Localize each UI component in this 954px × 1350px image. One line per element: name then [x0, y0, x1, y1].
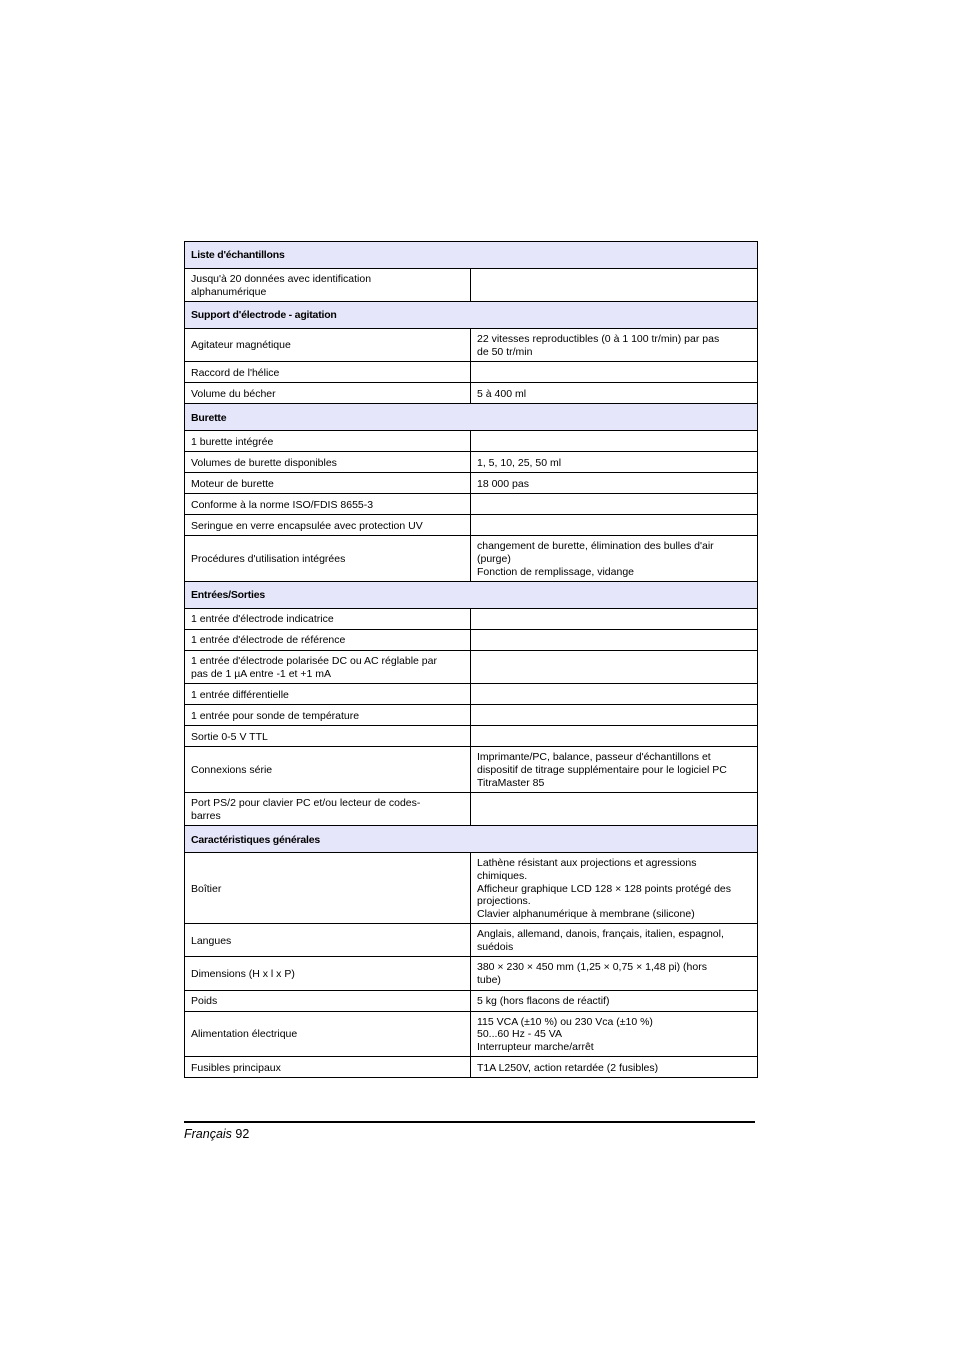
spec-row — [185, 684, 758, 705]
spec-row — [185, 269, 758, 302]
spec-value-cell — [471, 515, 758, 536]
spec-row — [185, 1011, 758, 1057]
section-title: Caractéristiques générales — [185, 826, 758, 853]
spec-row — [185, 630, 758, 651]
spec-value-cell: 22 vitesses reproductibles (0 à 1 100 tr/min) par pas de 50 tr/min — [471, 329, 758, 362]
spec-value-cell — [471, 362, 758, 383]
spec-row — [185, 705, 758, 726]
spec-row — [185, 957, 758, 990]
spec-label-cell: Raccord de l'hélice — [185, 362, 471, 383]
spec-label-cell: Moteur de burette — [185, 473, 471, 494]
spec-value-cell — [471, 609, 758, 630]
spec-value-cell — [471, 431, 758, 452]
spec-label-cell: Boîtier — [185, 853, 471, 924]
spec-label-cell: Sortie 0-5 V TTL — [185, 726, 471, 747]
footer-page-number: 92 — [235, 1127, 250, 1141]
specifications-table-body — [185, 242, 758, 1078]
page-footer — [184, 1127, 249, 1142]
spec-row — [185, 473, 758, 494]
spec-value-cell — [471, 630, 758, 651]
spec-value-cell — [471, 705, 758, 726]
spec-value-cell: changement de burette, élimination des bulles d'air (purge) Fonction de remplissage, vidange — [471, 536, 758, 582]
spec-label-cell: Dimensions (H x l x P) — [185, 957, 471, 990]
spec-row — [185, 515, 758, 536]
spec-label-cell: 1 entrée d'électrode de référence — [185, 630, 471, 651]
spec-value-cell: 18 000 pas — [471, 473, 758, 494]
spec-value-cell: T1A L250V, action retardée (2 fusibles) — [471, 1057, 758, 1078]
spec-value-cell: 380 × 230 × 450 mm (1,25 × 0,75 × 1,48 pi) (hors tube) — [471, 957, 758, 990]
spec-row — [185, 747, 758, 793]
section-title: Liste d'échantillons — [185, 242, 758, 269]
spec-label-cell: Connexions série — [185, 747, 471, 793]
spec-label-cell: Volumes de burette disponibles — [185, 452, 471, 473]
spec-value-cell: Anglais, allemand, danois, français, italien, espagnol, suédois — [471, 924, 758, 957]
section-header-row — [185, 302, 758, 329]
specifications-table — [184, 241, 758, 1078]
section-header-row — [185, 404, 758, 431]
spec-label-cell: Langues — [185, 924, 471, 957]
spec-value-cell — [471, 726, 758, 747]
spec-label-cell: 1 entrée différentielle — [185, 684, 471, 705]
spec-row — [185, 431, 758, 452]
spec-label-cell: Conforme à la norme ISO/FDIS 8655-3 — [185, 494, 471, 515]
spec-row — [185, 990, 758, 1011]
spec-row — [185, 924, 758, 957]
spec-label-cell: Volume du bécher — [185, 383, 471, 404]
spec-row — [185, 609, 758, 630]
spec-label-cell: 1 entrée d'électrode polarisée DC ou AC réglable par pas de 1 µA entre -1 et +1 mA — [185, 651, 471, 684]
spec-value-cell: 1, 5, 10, 25, 50 ml — [471, 452, 758, 473]
footer-rule — [184, 1121, 755, 1123]
section-header-row — [185, 242, 758, 269]
footer-language: Français — [184, 1127, 232, 1141]
section-title: Support d'électrode - agitation — [185, 302, 758, 329]
spec-value-cell: Lathène résistant aux projections et agressions chimiques. Afficheur graphique LCD 128 × 128 points protégé des projections. Clavier alphanumérique à membrane (silicone) — [471, 853, 758, 924]
spec-row — [185, 536, 758, 582]
spec-value-cell — [471, 269, 758, 302]
spec-value-cell: 5 à 400 ml — [471, 383, 758, 404]
spec-label-cell: Port PS/2 pour clavier PC et/ou lecteur de codes- barres — [185, 793, 471, 826]
spec-label-cell: Alimentation électrique — [185, 1011, 471, 1057]
spec-row — [185, 383, 758, 404]
spec-value-cell — [471, 793, 758, 826]
spec-label-cell: 1 burette intégrée — [185, 431, 471, 452]
section-header-row — [185, 826, 758, 853]
spec-label-cell: Seringue en verre encapsulée avec protection UV — [185, 515, 471, 536]
spec-row — [185, 853, 758, 924]
spec-row — [185, 452, 758, 473]
spec-label-cell: Procédures d'utilisation intégrées — [185, 536, 471, 582]
spec-label-cell: Agitateur magnétique — [185, 329, 471, 362]
spec-row — [185, 793, 758, 826]
spec-label-cell: 1 entrée d'électrode indicatrice — [185, 609, 471, 630]
spec-row — [185, 494, 758, 515]
spec-label-cell: 1 entrée pour sonde de température — [185, 705, 471, 726]
spec-value-cell — [471, 684, 758, 705]
spec-label-cell: Poids — [185, 990, 471, 1011]
spec-row — [185, 651, 758, 684]
spec-row — [185, 329, 758, 362]
spec-value-cell — [471, 494, 758, 515]
spec-value-cell: 5 kg (hors flacons de réactif) — [471, 990, 758, 1011]
section-title: Entrées/Sorties — [185, 582, 758, 609]
section-header-row — [185, 582, 758, 609]
spec-label-cell: Fusibles principaux — [185, 1057, 471, 1078]
spec-row — [185, 1057, 758, 1078]
spec-value-cell: Imprimante/PC, balance, passeur d'échantillons et dispositif de titrage supplémentaire pour le logiciel PC TitraMaster 85 — [471, 747, 758, 793]
spec-value-cell — [471, 651, 758, 684]
spec-row — [185, 726, 758, 747]
section-title: Burette — [185, 404, 758, 431]
spec-value-cell: 115 VCA (±10 %) ou 230 Vca (±10 %) 50...60 Hz - 45 VA Interrupteur marche/arrêt — [471, 1011, 758, 1057]
spec-label-cell: Jusqu'à 20 données avec identification alphanumérique — [185, 269, 471, 302]
spec-row — [185, 362, 758, 383]
